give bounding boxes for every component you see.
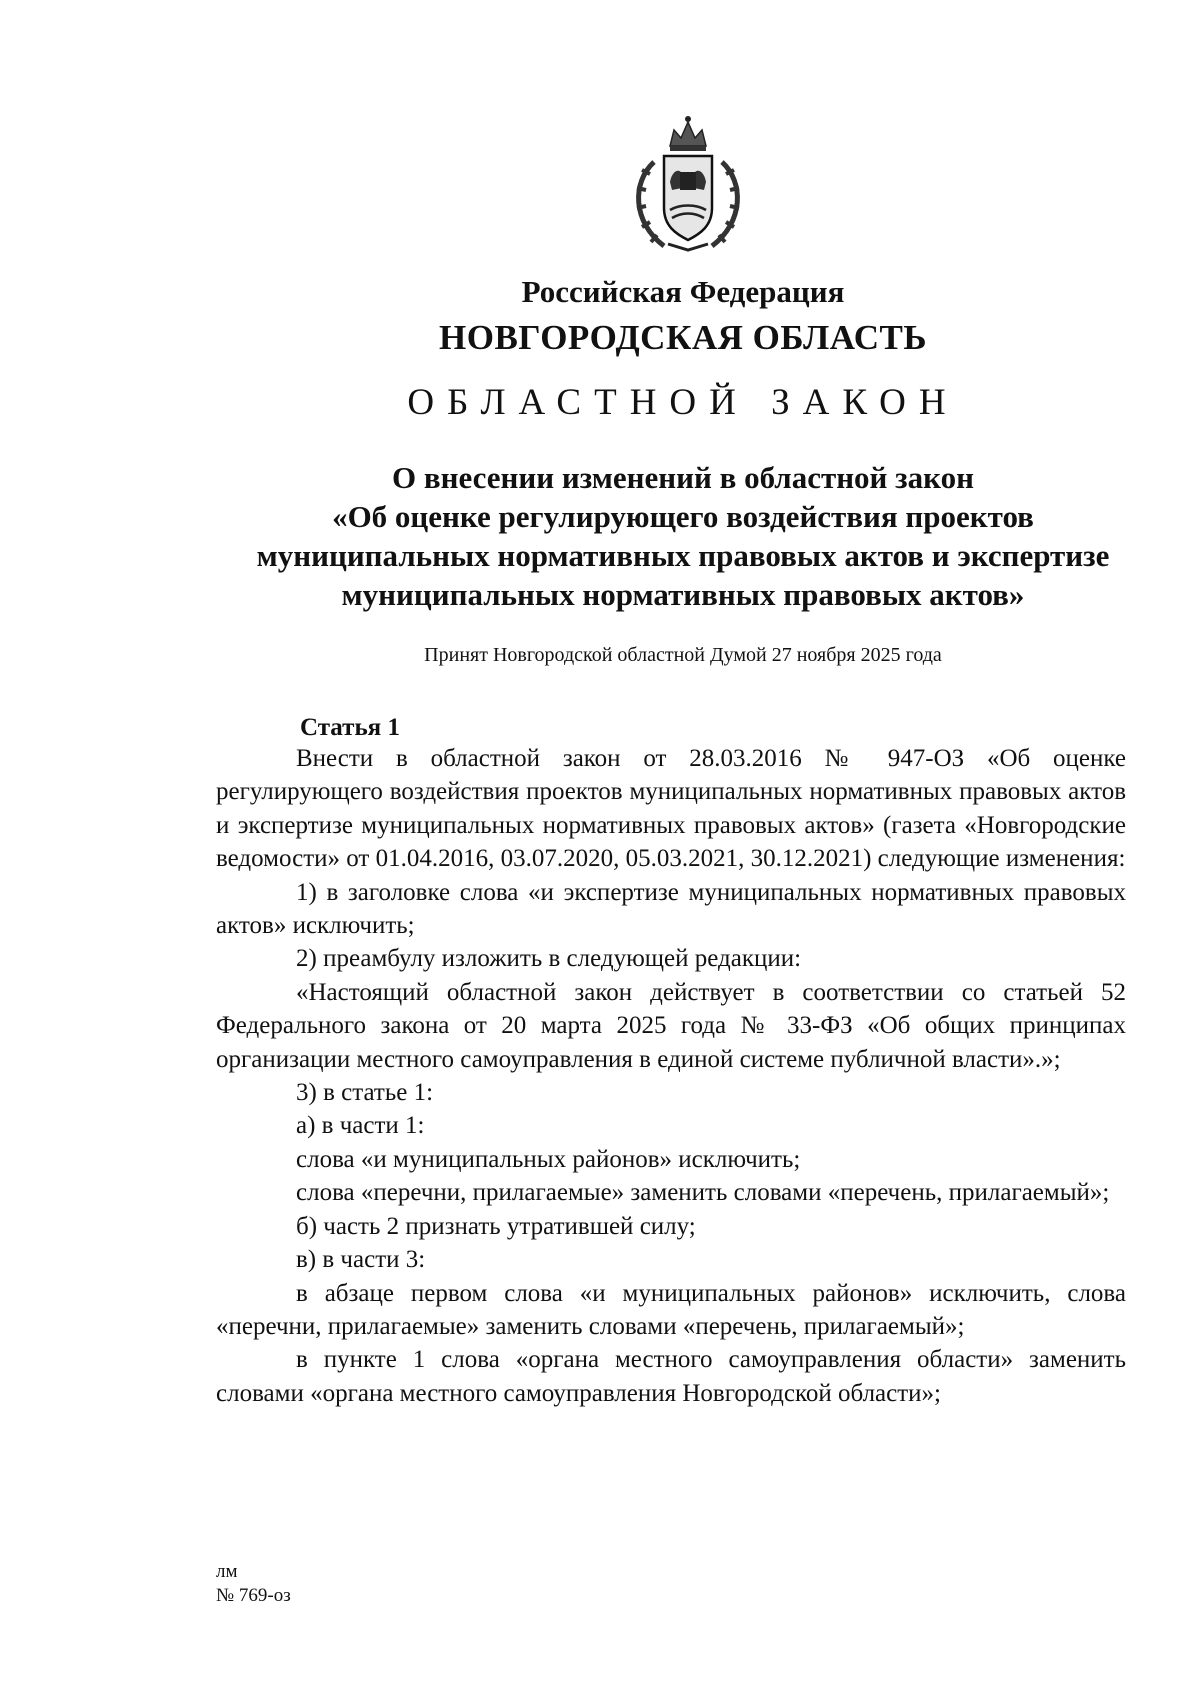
article-paragraph: 2) преамбулу изложить в следующей редакции: [296,945,802,973]
law-title-line: муниципальных нормативных правовых актов и экспертизе [256,538,1110,573]
coat-of-arms-icon [624,112,752,260]
region-name: НОВГОРОДСКАЯ ОБЛАСТЬ [439,318,927,357]
article-paragraph: Внести в областной закон от 28.03.2016 № 947-ОЗ «Об оценке регулирующего воздействия проектов муниципальных нормативных правовых актов и экспертизе муниципальных нормативных правовых актов» (газета «Новгородские ведомости» от 01.04.2016, 03.07.2020, 05.03.2021, 30.12.2021) следующие изменения: [216,745,1126,873]
article-paragraph: в пункте 1 слова «органа местного самоуправления области» заменить словами «органа местного самоуправления Новгородской области»; [216,1346,1126,1407]
article-body [216,742,1126,1410]
article-heading: Статья 1 [300,714,400,741]
country-name: Российская Федерация [521,274,845,309]
footer-reference [216,1560,291,1608]
law-title-line: «Об оценке регулирующего воздействия проектов [332,499,1034,534]
footer-number: № 769-оз [216,1585,291,1606]
article-paragraph: 3) в статье 1: [296,1079,434,1107]
article-paragraph: в) в части 3: [296,1246,426,1274]
article-paragraph: слова «и муниципальных районов» исключить; [296,1145,801,1173]
law-title-line: муниципальных нормативных правовых актов» [341,577,1025,612]
article-paragraph: б) часть 2 признать утратившей силу; [296,1212,696,1240]
article-paragraph: а) в части 1: [296,1112,425,1140]
article-paragraph: 1) в заголовке слова «и экспертизе муниципальных нормативных правовых актов» исключить; [216,878,1126,940]
document-kind: ОБЛАСТНОЙ ЗАКОН [407,382,959,423]
law-title [180,458,1186,614]
article-paragraph: «Настоящий областной закон действует в соответствии со статьей 52 Федерального закона от 20 марта 2025 года № 33-ФЗ «Об общих принципах организации местного самоуправления в единой системе публичной власти».»; [216,978,1126,1073]
footer-initials: лм [216,1561,238,1582]
article-paragraph: в абзаце первом слова «и муниципальных районов» исключить, слова «перечни, прилагаемые» заменить словами «перечень, прилагаемый»; [216,1279,1126,1340]
adoption-note: Принят Новгородской областной Думой 27 ноября 2025 года [424,644,942,666]
article-paragraph: слова «перечни, прилагаемые» заменить словами «перечень, прилагаемый»; [296,1179,1110,1207]
law-title-line: О внесении изменений в областной закон [392,460,974,495]
